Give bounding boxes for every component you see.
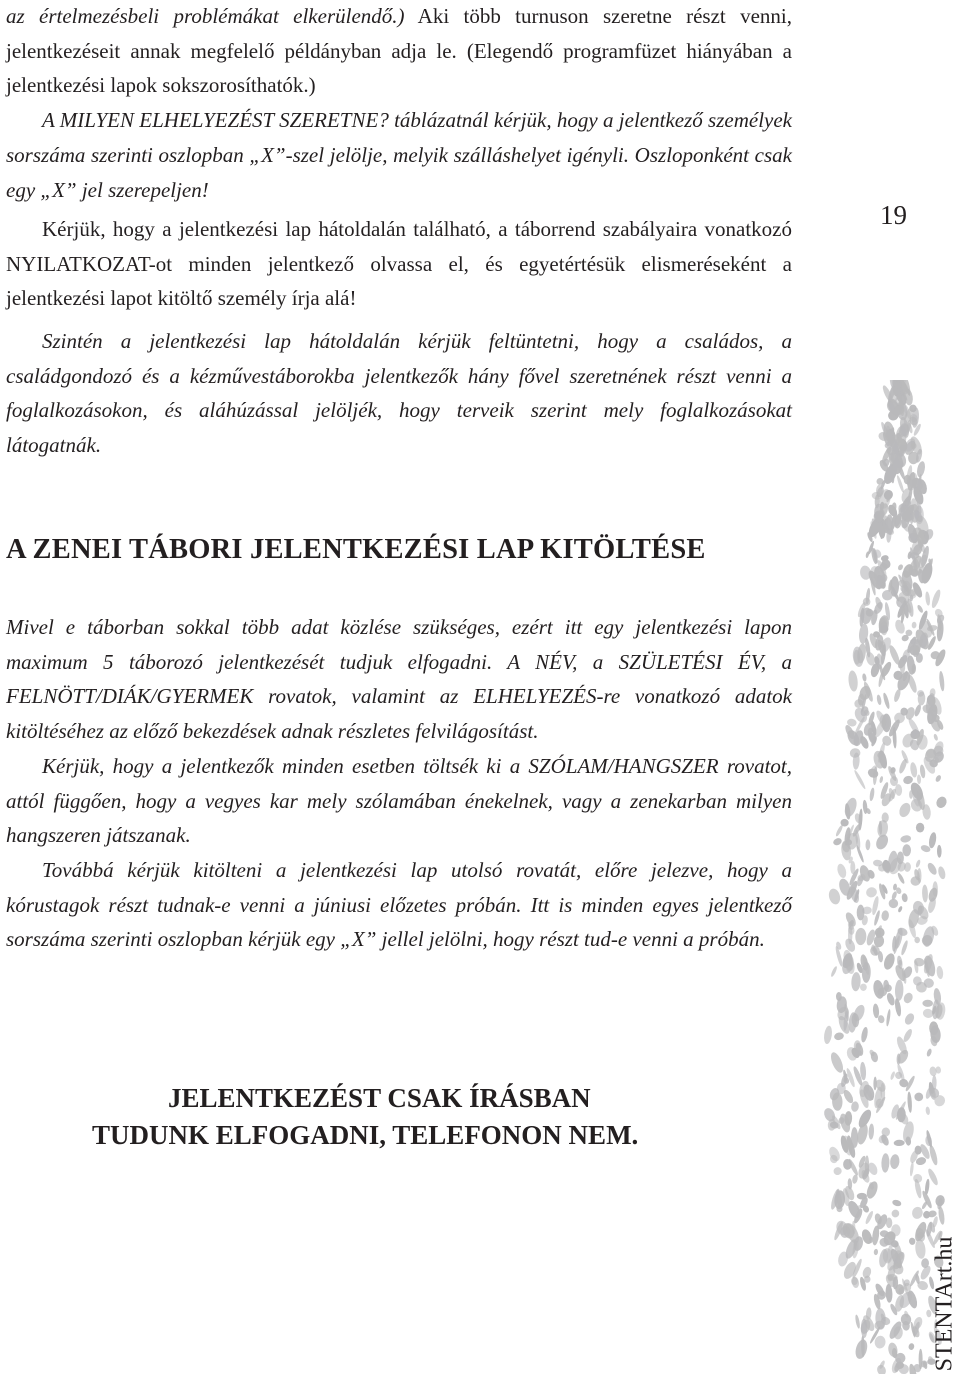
tree-stroke [855, 928, 867, 946]
tree-stroke [889, 1154, 900, 1170]
tree-stroke [908, 1343, 915, 1351]
tree-stroke [873, 1249, 878, 1256]
tree-stroke [851, 972, 861, 992]
tree-stroke [876, 694, 882, 705]
tree-stroke [916, 823, 924, 833]
tree-stroke [890, 1071, 896, 1081]
tree-stroke [861, 1266, 872, 1279]
tree-stroke [897, 905, 903, 912]
tree-stroke [892, 1199, 903, 1207]
tree-stroke [897, 852, 904, 865]
tree-stroke [928, 832, 938, 849]
tree-stroke [936, 966, 944, 980]
tree-stroke [912, 622, 917, 629]
tree-stroke [833, 1032, 844, 1041]
tree-stroke [853, 769, 867, 790]
tree-stroke [897, 563, 904, 571]
tree-stroke [874, 927, 885, 938]
tree-stroke [862, 673, 867, 682]
tree-stroke [895, 784, 903, 796]
tree-stroke [919, 1349, 923, 1370]
tree-stroke [886, 1009, 892, 1027]
tree-stroke [894, 998, 902, 1017]
tree-stroke [832, 837, 843, 847]
section-heading: A ZENEI TÁBORI JELENTKEZÉSI LAP KITÖLTÉSE [6, 534, 706, 565]
tree-stroke [916, 461, 927, 478]
tree-stroke [866, 767, 880, 780]
tree-stroke [876, 1364, 888, 1374]
tree-stroke [903, 1012, 916, 1026]
tree-stroke [833, 1166, 843, 1176]
closing-line-1: JELENTKEZÉST CSAK ÍRÁSBAN [168, 1083, 591, 1113]
tree-stroke [835, 824, 844, 837]
tree-stroke [914, 1239, 926, 1260]
tree-stroke [893, 618, 906, 634]
page-number: 19 [880, 200, 907, 230]
tree-stroke [854, 1040, 861, 1051]
tree-stroke [915, 859, 921, 868]
tree-stroke [908, 1237, 916, 1245]
intro-p1-italic: az értelmezésbeli problémákat elkerülendő.) [6, 4, 405, 28]
tree-stroke [885, 992, 896, 1006]
tree-stroke [874, 833, 891, 852]
tree-stroke [894, 1140, 905, 1147]
tree-stroke [916, 604, 924, 613]
tree-stroke [900, 940, 909, 956]
tree-stroke [854, 1314, 860, 1329]
tree-stroke [922, 1000, 933, 1007]
tree-stroke [860, 984, 867, 991]
tree-stroke [933, 733, 939, 741]
tree-stroke [868, 1123, 874, 1139]
tree-stroke [893, 688, 902, 703]
tree-stroke [823, 1025, 833, 1044]
tree-stroke [925, 1106, 930, 1115]
tree-stroke [937, 845, 942, 858]
brand-logo-text: STENTArt.hu [931, 1236, 958, 1372]
tree-stroke [909, 1162, 914, 1177]
tree-stroke [897, 801, 912, 819]
tree-stroke [935, 795, 949, 810]
tree-stroke [881, 910, 889, 921]
tree-stroke [865, 839, 870, 850]
tree-stroke [907, 1091, 913, 1112]
closing-notice [92, 1080, 712, 1154]
section-paragraph-2: Kérjük, hogy a jelentkezők minden esetben töltsék ki a SZÓLAM/HANGSZER rovatot, attól függően, hogy a vegyes kar mely szólamában énekelnek, vagy a zenekarban milyen hangszeren játszanak. [6, 753, 792, 848]
tree-stroke [881, 1153, 890, 1173]
tree-stroke [872, 1003, 879, 1018]
section-paragraph-1: Mivel e táborban sokkal több adat közlése szükséges, ezért itt egy jelentkezési lapon maximum 5 táborozó jelentkezését tudjuk elfogadni. A NÉV, a SZÜLETÉSI ÉV, a FELNÖTT/DIÁK/GYERMEK rovatok, valamint az ELHELYEZÉS-re vonatkozó adatok kitöltéséhez az előző bekezdések adnak részletes felvilágosítást. [6, 615, 792, 744]
tree-stroke [925, 591, 931, 606]
tree-stroke [829, 1051, 846, 1075]
section-paragraph-3: Továbbá kérjük kitölteni a jelentkezési lap utolsó rovatát, előre jelezve, hogy a kórustagok részt tudnak-e venni a júniusi előzetes próbán. Itt is minden egyes jelentkező sorszáma szerinti oszlopban kérjük egy „X” jellel jelölni, hogy részt tud-e venni a próbán. [6, 857, 792, 952]
tree-stroke [928, 1144, 939, 1166]
tree-stroke [897, 872, 906, 885]
tree-stroke [937, 866, 947, 880]
tree-stroke [848, 670, 859, 692]
tree-stroke [901, 893, 908, 903]
tree-stroke [874, 1335, 886, 1349]
tree-stroke [922, 885, 928, 903]
tree-stroke [882, 692, 891, 709]
tree-stroke [836, 863, 848, 879]
decorative-tree-illustration [805, 380, 960, 1374]
tree-stroke [869, 787, 875, 801]
tree-stroke [879, 776, 884, 784]
intro-paragraph-3: Szintén a jelentkezési lap hátoldalán kérjük feltüntetni, hogy a családos, a családgondozó és a kézművestáborokba jelentkezők hány fővel szeretnének részt venni a foglalkozásokon, és aláhúzással jelöljék, hogy terveik szerint mely foglalkozásokat látogatnák. [6, 329, 792, 458]
tree-stroke [926, 861, 938, 876]
tree-stroke [927, 897, 938, 914]
section-body [6, 610, 792, 957]
tree-stroke [882, 952, 897, 971]
tree-stroke [830, 966, 838, 978]
intro-paragraph-2: Kérjük, hogy a jelentkezési lap hátoldalán található, a táborrend szabályaira vonatkozó NYILATKOZAT-ot minden jelentkező olvassa el, és egyetértésük elismeréseként a jelentkezési lapot kitöltő személy írja alá! [6, 217, 792, 311]
tree-stroke [827, 1145, 842, 1163]
tree-stroke [854, 1338, 870, 1360]
intro-p1-italic-2: A MILYEN ELHELYEZÉST SZERETNE? táblázatnál kérjük, hogy a jelentkező személyek sorszáma szerinti oszlopban „X”-szel jelölje, melyik szálláshelyet igényli. Oszloponként csak egy „X” jel szerepeljen! [6, 108, 792, 202]
tree-stroke [888, 898, 898, 908]
tree-stroke [926, 1048, 933, 1057]
intro-paragraph-1 [6, 0, 792, 207]
tree-stroke [858, 808, 863, 830]
tree-stroke [900, 834, 912, 843]
tree-stroke [935, 774, 943, 783]
tree-stroke [902, 991, 914, 1004]
tree-stroke [827, 887, 842, 905]
tree-stroke [930, 589, 942, 609]
tree-stroke [902, 844, 911, 856]
tree-stroke [891, 1209, 901, 1219]
tree-stroke [895, 979, 904, 1000]
tree-stroke [909, 762, 918, 778]
tree-stroke [917, 774, 921, 784]
tree-stroke [860, 1026, 869, 1042]
closing-line-2: TUDUNK ELFOGADNI, TELEFONON NEM. [92, 1120, 639, 1150]
intro-p1-regular: Aki több turnuson szeretne részt venni, jelentkezéseit annak megfelelő példányban adja le. (Elegendő programfüzet hiányában a jelentkezési lapok sokszorosíthatók.) [6, 4, 792, 98]
tree-stroke [938, 671, 945, 692]
tree-stroke [913, 704, 922, 718]
tree-stroke [934, 1194, 945, 1207]
tree-stroke [914, 1092, 924, 1102]
